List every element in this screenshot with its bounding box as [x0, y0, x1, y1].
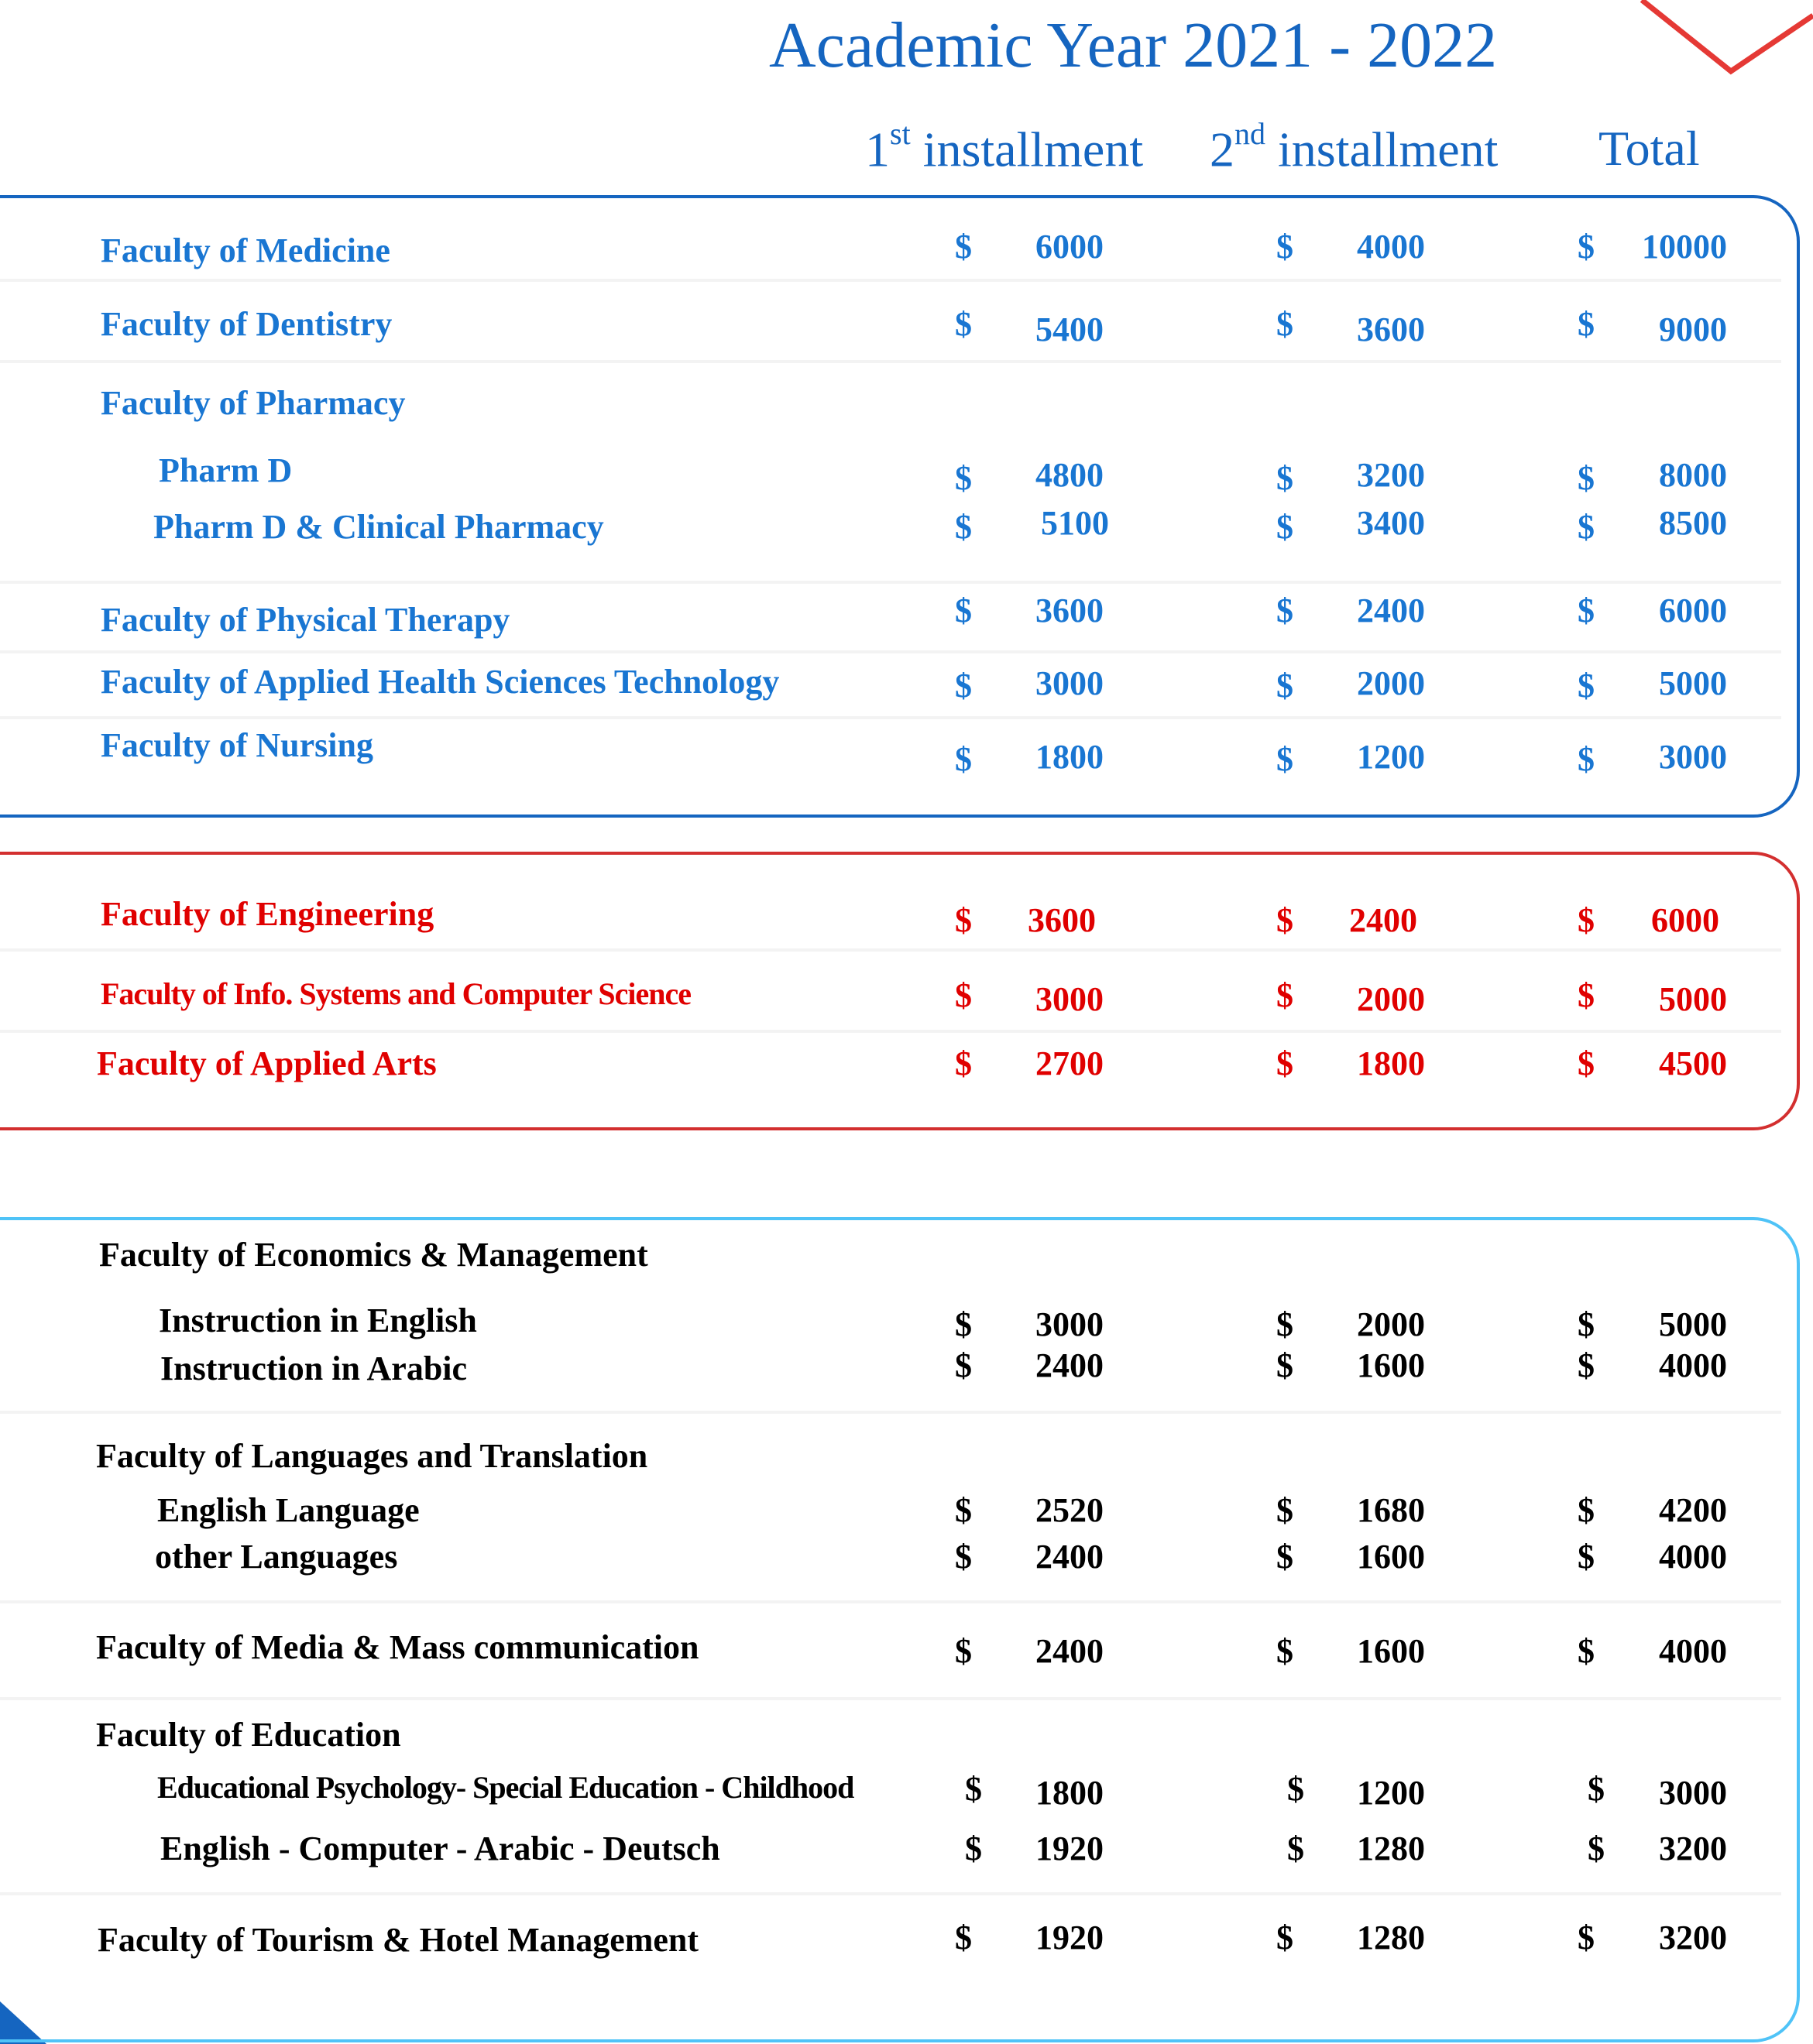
fee-row-pharm-d	[0, 449, 1781, 503]
fee-group-languages	[0, 1436, 1781, 1490]
currency-symbol: $	[1276, 305, 1293, 343]
row-label: Faculty of Info. Systems and Computer Science	[101, 976, 692, 1011]
total-value: 4500	[1659, 1044, 1727, 1082]
currency-symbol: $	[1276, 1346, 1293, 1384]
second-installment-value: 1680	[1357, 1491, 1425, 1529]
fee-group-education	[0, 1715, 1781, 1769]
first-installment-value: 2400	[1035, 1346, 1104, 1384]
second-installment-value: 1800	[1357, 1044, 1425, 1082]
currency-symbol: $	[1588, 1770, 1605, 1808]
currency-symbol: $	[955, 976, 972, 1014]
total-value: 5000	[1659, 1305, 1727, 1343]
second-installment-value: 1280	[1357, 1919, 1425, 1957]
fee-row-applied-arts	[0, 1044, 1781, 1098]
fee-row-languages-other	[0, 1537, 1781, 1603]
second-installment-value: 1600	[1357, 1346, 1425, 1384]
currency-symbol: $	[955, 1491, 972, 1529]
currency-symbol: $	[1578, 1538, 1595, 1576]
first-installment-value: 5400	[1035, 310, 1104, 348]
currency-symbol: $	[1578, 508, 1595, 546]
currency-symbol: $	[1578, 305, 1595, 343]
first-installment-value: 1920	[1035, 1919, 1104, 1957]
second-installment-value: 2000	[1357, 980, 1425, 1018]
first-installment-value: 3000	[1035, 980, 1104, 1018]
currency-symbol: $	[955, 1538, 972, 1576]
total-value: 8500	[1659, 504, 1727, 542]
first-installment-value: 6000	[1035, 228, 1104, 266]
currency-symbol: $	[1578, 740, 1595, 778]
header-total: Total	[1598, 121, 1700, 176]
fee-row-nursing	[0, 725, 1781, 780]
second-installment-value: 3200	[1357, 456, 1425, 494]
row-label: Faculty of Engineering	[101, 895, 434, 933]
fee-row-economics-arabic	[0, 1346, 1781, 1414]
currency-symbol: $	[965, 1770, 982, 1808]
first-installment-value: 3000	[1035, 664, 1104, 702]
currency-symbol: $	[1578, 592, 1595, 629]
currency-symbol: $	[1578, 901, 1595, 939]
currency-symbol: $	[1578, 1346, 1595, 1384]
first-installment-value: 1920	[1035, 1830, 1104, 1867]
currency-symbol: $	[965, 1830, 982, 1867]
row-label: Faculty of Tourism & Hotel Management	[98, 1921, 699, 1959]
total-value: 4200	[1659, 1491, 1727, 1529]
red-corner-decoration	[1626, 0, 1813, 77]
first-installment-value: 4800	[1035, 456, 1104, 494]
group-label: Faculty of Pharmacy	[101, 384, 406, 422]
currency-symbol: $	[955, 1305, 972, 1343]
currency-symbol: $	[955, 901, 972, 939]
currency-symbol: $	[1578, 1491, 1595, 1529]
currency-symbol: $	[955, 459, 972, 497]
total-value: 4000	[1659, 1632, 1727, 1670]
row-label: Faculty of Medicine	[101, 231, 390, 269]
second-installment-value: 2000	[1357, 664, 1425, 702]
total-value: 4000	[1659, 1538, 1727, 1576]
currency-symbol: $	[955, 592, 972, 629]
fee-row-physical-therapy	[0, 592, 1781, 653]
second-installment-value: 2400	[1349, 901, 1417, 939]
row-label: Faculty of Nursing	[101, 726, 373, 764]
currency-symbol: $	[955, 740, 972, 778]
total-value: 10000	[1642, 228, 1727, 266]
currency-symbol: $	[1287, 1770, 1304, 1808]
row-label: Educational Psychology- Special Education - Childhood	[157, 1770, 854, 1805]
fee-row-economics-english	[0, 1301, 1781, 1355]
header-second-installment: 2nd installment	[1210, 116, 1499, 177]
fee-row-engineering	[0, 894, 1781, 952]
currency-symbol: $	[1578, 1305, 1595, 1343]
first-installment-value: 3600	[1035, 592, 1104, 629]
second-installment-value: 1280	[1357, 1830, 1425, 1867]
currency-symbol: $	[1578, 976, 1595, 1014]
fee-group-economics	[0, 1235, 1781, 1289]
first-installment-value: 1800	[1035, 738, 1104, 776]
second-installment-value: 1600	[1357, 1538, 1425, 1576]
row-label: English - Computer - Arabic - Deutsch	[160, 1830, 720, 1867]
currency-symbol: $	[1276, 1632, 1293, 1670]
currency-symbol: $	[955, 1919, 972, 1957]
row-label: English Language	[157, 1491, 420, 1529]
second-installment-value: 4000	[1357, 228, 1425, 266]
row-label: other Languages	[155, 1538, 398, 1576]
total-value: 3000	[1659, 738, 1727, 776]
total-value: 5000	[1659, 980, 1727, 1018]
total-value: 4000	[1659, 1346, 1727, 1384]
total-value: 3200	[1659, 1830, 1727, 1867]
first-installment-value: 3600	[1028, 901, 1096, 939]
fee-row-applied-health	[0, 662, 1781, 719]
row-label: Faculty of Physical Therapy	[101, 601, 510, 639]
currency-symbol: $	[1276, 901, 1293, 939]
fee-row-tourism	[0, 1918, 1781, 1972]
currency-symbol: $	[1578, 459, 1595, 497]
fee-group-pharmacy	[0, 383, 1781, 437]
row-label: Instruction in English	[159, 1302, 477, 1339]
currency-symbol: $	[1276, 1538, 1293, 1576]
currency-symbol: $	[1578, 667, 1595, 705]
first-installment-value: 3000	[1035, 1305, 1104, 1343]
currency-symbol: $	[955, 228, 972, 266]
fee-row-dentistry	[0, 306, 1781, 363]
page-title: Academic Year 2021 - 2022	[769, 9, 1498, 81]
currency-symbol: $	[1276, 1305, 1293, 1343]
total-value: 6000	[1659, 592, 1727, 629]
group-label: Faculty of Economics & Management	[99, 1236, 648, 1274]
currency-symbol: $	[1276, 1919, 1293, 1957]
row-label: Pharm D	[159, 451, 293, 489]
first-installment-value: 5100	[1041, 504, 1109, 542]
fee-row-education-languages	[0, 1829, 1781, 1895]
row-label: Pharm D & Clinical Pharmacy	[153, 508, 604, 546]
second-installment-value: 1600	[1357, 1632, 1425, 1670]
currency-symbol: $	[1588, 1830, 1605, 1867]
total-value: 5000	[1659, 664, 1727, 702]
currency-symbol: $	[955, 1632, 972, 1670]
row-label: Faculty of Applied Health Sciences Technology	[101, 663, 780, 701]
first-installment-value: 2400	[1035, 1632, 1104, 1670]
currency-symbol: $	[1578, 1919, 1595, 1957]
currency-symbol: $	[955, 1044, 972, 1082]
currency-symbol: $	[1287, 1830, 1304, 1867]
currency-symbol: $	[1276, 1044, 1293, 1082]
second-installment-value: 2400	[1357, 592, 1425, 629]
currency-symbol: $	[1276, 1491, 1293, 1529]
second-installment-value: 2000	[1357, 1305, 1425, 1343]
currency-symbol: $	[955, 305, 972, 343]
fee-row-medicine	[0, 225, 1781, 282]
row-label: Faculty of Dentistry	[101, 305, 393, 343]
first-installment-value: 2700	[1035, 1044, 1104, 1082]
currency-symbol: $	[1578, 1044, 1595, 1082]
fee-row-info-systems	[0, 976, 1781, 1033]
first-installment-value: 1800	[1035, 1774, 1104, 1812]
second-installment-value: 3600	[1357, 310, 1425, 348]
first-installment-value: 2400	[1035, 1538, 1104, 1576]
fee-row-pharm-d-clinical	[0, 503, 1781, 584]
currency-symbol: $	[955, 667, 972, 705]
header-first-installment: 1st installment	[865, 116, 1144, 177]
total-value: 3000	[1659, 1774, 1727, 1812]
total-value: 3200	[1659, 1919, 1727, 1957]
currency-symbol: $	[955, 508, 972, 546]
row-label: Faculty of Applied Arts	[97, 1044, 437, 1082]
total-value: 8000	[1659, 456, 1727, 494]
currency-symbol: $	[1276, 459, 1293, 497]
row-label: Faculty of Media & Mass communication	[96, 1628, 699, 1666]
fee-row-education-psychology	[0, 1769, 1781, 1823]
currency-symbol: $	[1276, 976, 1293, 1014]
fee-row-media	[0, 1627, 1781, 1700]
second-installment-value: 1200	[1357, 1774, 1425, 1812]
second-installment-value: 3400	[1357, 504, 1425, 542]
second-installment-value: 1200	[1357, 738, 1425, 776]
first-installment-value: 2520	[1035, 1491, 1104, 1529]
currency-symbol: $	[1276, 740, 1293, 778]
total-value: 6000	[1651, 901, 1719, 939]
group-label: Faculty of Languages and Translation	[96, 1437, 648, 1475]
currency-symbol: $	[1276, 508, 1293, 546]
currency-symbol: $	[1276, 667, 1293, 705]
currency-symbol: $	[1578, 1632, 1595, 1670]
group-label: Faculty of Education	[96, 1716, 401, 1754]
row-label: Instruction in Arabic	[160, 1350, 468, 1387]
currency-symbol: $	[1578, 228, 1595, 266]
currency-symbol: $	[1276, 228, 1293, 266]
total-value: 9000	[1659, 310, 1727, 348]
currency-symbol: $	[955, 1346, 972, 1384]
currency-symbol: $	[1276, 592, 1293, 629]
